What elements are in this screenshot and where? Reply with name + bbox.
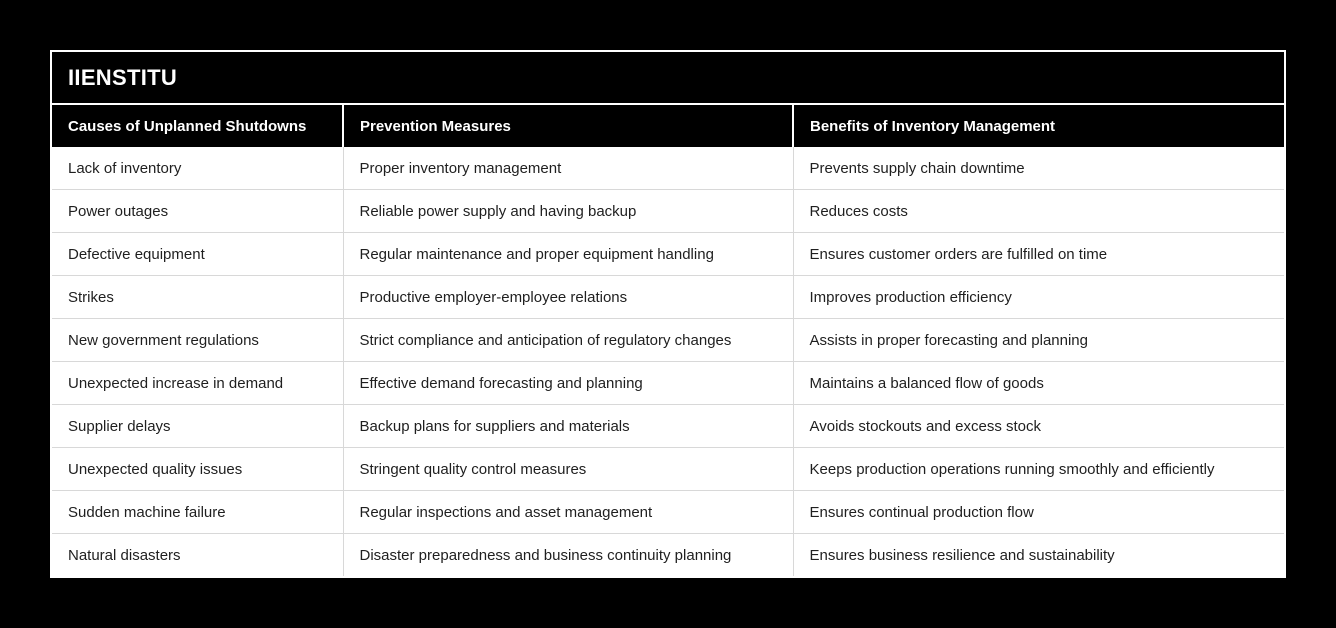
table-cell: Unexpected quality issues [52, 448, 343, 491]
table-cell: New government regulations [52, 319, 343, 362]
column-header-benefits: Benefits of Inventory Management [793, 105, 1284, 147]
column-header-causes: Causes of Unplanned Shutdowns [52, 105, 343, 147]
table-cell: Ensures customer orders are fulfilled on time [793, 233, 1284, 276]
table-row [52, 233, 1284, 276]
table-cell: Power outages [52, 190, 343, 233]
inventory-table [52, 105, 1284, 576]
table-cell: Effective demand forecasting and planning [343, 362, 793, 405]
brand-title: IIENSTITU [68, 64, 178, 90]
table-row [52, 147, 1284, 190]
table-card [50, 50, 1286, 578]
table-cell: Regular inspections and asset management [343, 491, 793, 534]
table-cell: Defective equipment [52, 233, 343, 276]
table-cell: Natural disasters [52, 534, 343, 577]
table-cell: Reduces costs [793, 190, 1284, 233]
table-row [52, 190, 1284, 233]
table-cell: Backup plans for suppliers and materials [343, 405, 793, 448]
table-cell: Sudden machine failure [52, 491, 343, 534]
table-cell: Ensures continual production flow [793, 491, 1284, 534]
table-row [52, 319, 1284, 362]
table-cell: Disaster preparedness and business continuity planning [343, 534, 793, 577]
brand-header [52, 52, 1284, 105]
table-cell: Ensures business resilience and sustainability [793, 534, 1284, 577]
table-row [52, 362, 1284, 405]
table-row [52, 405, 1284, 448]
table-cell: Supplier delays [52, 405, 343, 448]
table-cell: Productive employer-employee relations [343, 276, 793, 319]
table-row [52, 276, 1284, 319]
table-cell: Strict compliance and anticipation of regulatory changes [343, 319, 793, 362]
table-cell: Proper inventory management [343, 147, 793, 190]
table-cell: Unexpected increase in demand [52, 362, 343, 405]
table-cell: Prevents supply chain downtime [793, 147, 1284, 190]
table-cell: Regular maintenance and proper equipment handling [343, 233, 793, 276]
table-cell: Strikes [52, 276, 343, 319]
table-row [52, 534, 1284, 577]
table-cell: Lack of inventory [52, 147, 343, 190]
table-cell: Reliable power supply and having backup [343, 190, 793, 233]
table-cell: Keeps production operations running smoothly and efficiently [793, 448, 1284, 491]
table-cell: Maintains a balanced flow of goods [793, 362, 1284, 405]
table-cell: Stringent quality control measures [343, 448, 793, 491]
table-cell: Improves production efficiency [793, 276, 1284, 319]
table-cell: Avoids stockouts and excess stock [793, 405, 1284, 448]
table-row [52, 448, 1284, 491]
column-header-prevention: Prevention Measures [343, 105, 793, 147]
header-row [52, 105, 1284, 147]
table-cell: Assists in proper forecasting and planning [793, 319, 1284, 362]
table-row [52, 491, 1284, 534]
